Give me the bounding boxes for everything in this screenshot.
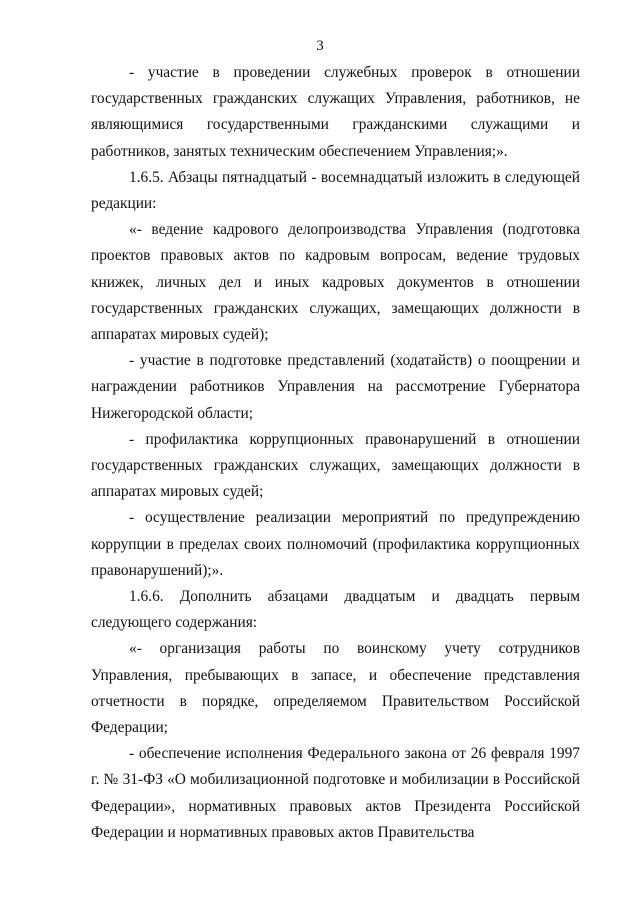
paragraph-participation-inspections: - участие в проведении служебных проверок в отношении государственных гражданских служащих Управления, работников, не являющимися государственными гражданскими служащими и работников, занятых техническим обеспечением Управления;». bbox=[91, 64, 580, 160]
paragraph-1-6-6: 1.6.6. Дополнить абзацами двадцатым и двадцать первым следующего содержания: bbox=[91, 588, 580, 632]
paragraph-1-6-5: 1.6.5. Абзацы пятнадцатый - восемнадцатый изложить в следующей редакции: bbox=[91, 168, 580, 213]
paragraph-awards-submissions: - участие в подготовке представлений (ходатайств) о поощрении и награждении работников Управления на рассмотрение Губернатора Нижегородской области; bbox=[91, 352, 580, 422]
paragraph-corruption-prevention: - профилактика коррупционных правонарушений в отношении государственных гражданских служащих, замещающих должности в аппаратах мировых судей; bbox=[91, 430, 580, 501]
paragraph-anticorruption-measures: - осуществление реализации мероприятий по предупреждению коррупции в пределах своих полномочий (профилактика коррупционных правонарушений);». bbox=[91, 509, 580, 579]
page-number: 3 bbox=[316, 38, 324, 54]
document-body bbox=[91, 60, 580, 846]
paragraph-mobilization-law: - обеспечение исполнения Федерального закона от 26 февраля 1997 г. № 31-ФЗ «О мобилизационной подготовке и мобилизации в Российской Федерации», нормативных правовых актов Президента Российской Федерации и нормативных правовых актов Правительства bbox=[91, 745, 580, 841]
paragraph-military-registration: «- организация работы по воинскому учету сотрудников Управления, пребывающих в запасе, и обеспечение представления отчетности в порядке, определяемом Правительством Российской Федерации; bbox=[91, 640, 580, 737]
paragraph-personnel-records: «- ведение кадрового делопроизводства Управления (подготовка проектов правовых актов по кадровым вопросам, ведение трудовых книжек, личных дел и иных кадровых документов в отношении государственных гражданских служащих, замещающих должности в аппаратах мировых судей); bbox=[91, 221, 580, 344]
